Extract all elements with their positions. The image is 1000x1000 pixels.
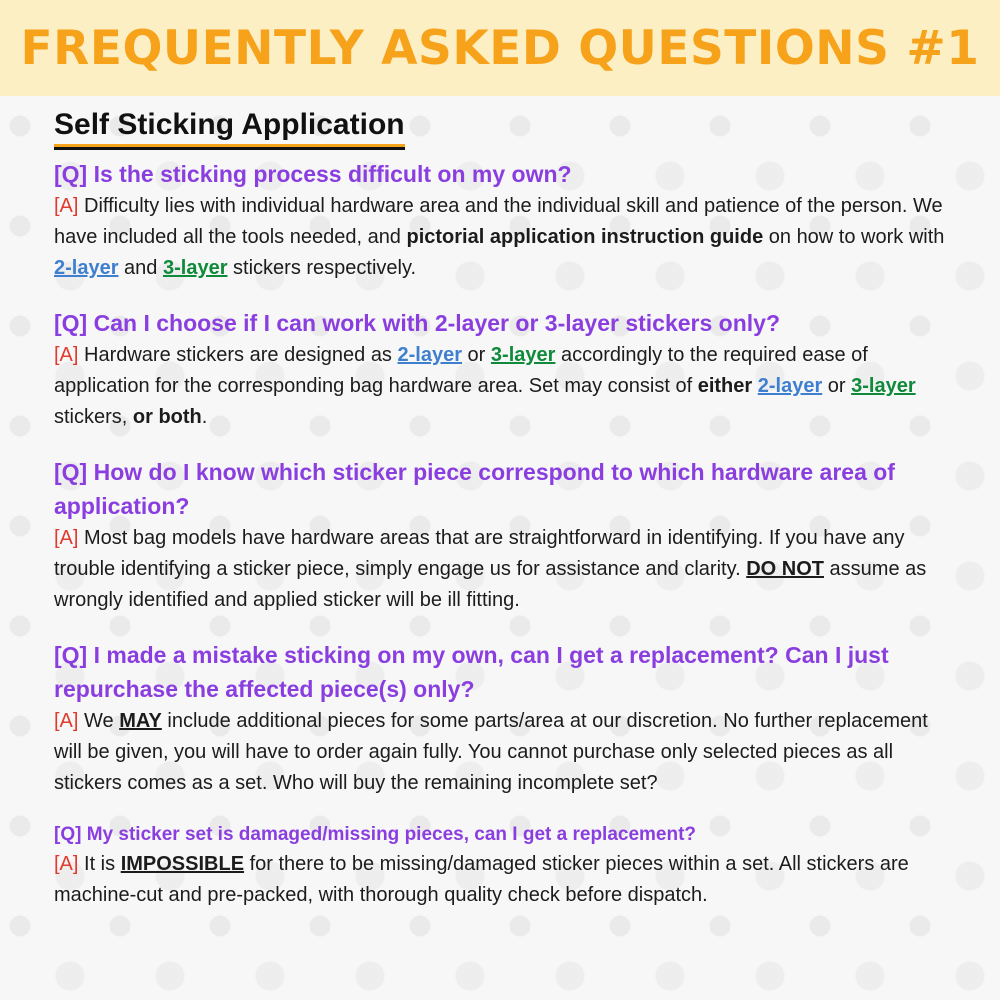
section-title: Self Sticking Application [54, 108, 405, 147]
answer-text: . [201, 406, 208, 428]
link-2-layer[interactable]: 2-layer [757, 375, 823, 397]
q-tag: [Q] [54, 459, 88, 485]
faq-answer-5 [54, 849, 954, 911]
a-tag: [A] [54, 195, 79, 217]
question-text: My sticker set is damaged/missing pieces, can I get a replacement? [86, 824, 697, 845]
faq-item-3 [54, 455, 954, 616]
q-tag: [Q] [54, 642, 88, 668]
question-text: Can I choose if I can work with 2-layer or 3-layer stickers only? [93, 310, 781, 336]
answer-text: include additional pieces for some parts/area at our discretion. No further replacement will be given, you will have to order again fully. You cannot purchase only selected pieces as all stickers comes as a set. Who will buy the remaining incomplete set? [54, 710, 928, 794]
answer-emphasis: DO NOT [746, 558, 824, 580]
q-tag: [Q] [54, 310, 88, 336]
question-text: Is the sticking process difficult on my own? [93, 161, 572, 187]
answer-emphasis: or both [132, 406, 202, 428]
faq-answer-2 [54, 340, 954, 433]
faq-item-1 [54, 157, 954, 284]
answer-text: stickers, [54, 406, 133, 428]
link-2-layer[interactable]: 2-layer [397, 344, 462, 366]
header-banner [0, 0, 1000, 96]
answer-emphasis: either [697, 375, 753, 397]
faq-question-1 [54, 157, 954, 191]
faq-item-2 [54, 306, 954, 433]
link-3-layer[interactable]: 3-layer [490, 344, 556, 366]
link-3-layer[interactable]: 3-layer [851, 375, 916, 397]
answer-text: We [84, 710, 120, 732]
faq-question-2 [54, 306, 954, 340]
answer-text: accordingly to the required ease of application for the corresponding bag hardware area. Set may consist of [54, 344, 868, 397]
answer-text: for there to be missing/damaged sticker pieces within a set. All stickers are machine-cut and pre-packed, with thorough quality check before dispatch. [54, 853, 909, 906]
faq-question-5 [54, 821, 954, 849]
answer-text: Most bag models have hardware areas that are straightforward in identifying. If you have any trouble identifying a sticker piece, simply engage us for assistance and clarity. [54, 527, 905, 580]
a-tag: [A] [54, 710, 79, 732]
link-2-layer[interactable]: 2-layer [54, 257, 119, 279]
faq-content [54, 108, 954, 911]
answer-emphasis: MAY [119, 710, 162, 732]
faq-answer-1 [54, 191, 954, 284]
question-text: How do I know which sticker piece correspond to which hardware area of application? [54, 459, 895, 519]
a-tag: [A] [54, 853, 79, 875]
answer-text: or [822, 375, 852, 397]
answer-text: or [462, 344, 491, 366]
faq-answer-4 [54, 706, 954, 799]
faq-answer-3 [54, 523, 954, 616]
a-tag: [A] [54, 344, 79, 366]
faq-question-3 [54, 455, 954, 523]
link-3-layer[interactable]: 3-layer [162, 257, 228, 279]
faq-item-4 [54, 638, 954, 799]
answer-text: on how to work with [763, 226, 945, 248]
faq-question-4 [54, 638, 954, 706]
question-text: I made a mistake sticking on my own, can I get a replacement? Can I just repurchase the affected piece(s) only? [54, 642, 889, 702]
faq-item-5 [54, 821, 954, 911]
answer-emphasis: pictorial application instruction guide [406, 226, 764, 248]
answer-text: assume as wrongly identified and applied sticker will be ill fitting. [54, 558, 927, 611]
a-tag: [A] [54, 527, 79, 549]
q-tag: [Q] [54, 824, 82, 845]
answer-text: Hardware stickers are designed as [84, 344, 398, 366]
page-title: FREQUENTLY ASKED QUESTIONS #1 [20, 20, 980, 76]
q-tag: [Q] [54, 161, 88, 187]
answer-emphasis: IMPOSSIBLE [120, 853, 245, 875]
answer-text: It is [84, 853, 121, 875]
answer-text: stickers respectively. [227, 257, 417, 279]
answer-text: Difficulty lies with individual hardware area and the individual skill and patience of the person. We have included all the tools needed, and [54, 195, 943, 248]
answer-text: and [118, 257, 163, 279]
